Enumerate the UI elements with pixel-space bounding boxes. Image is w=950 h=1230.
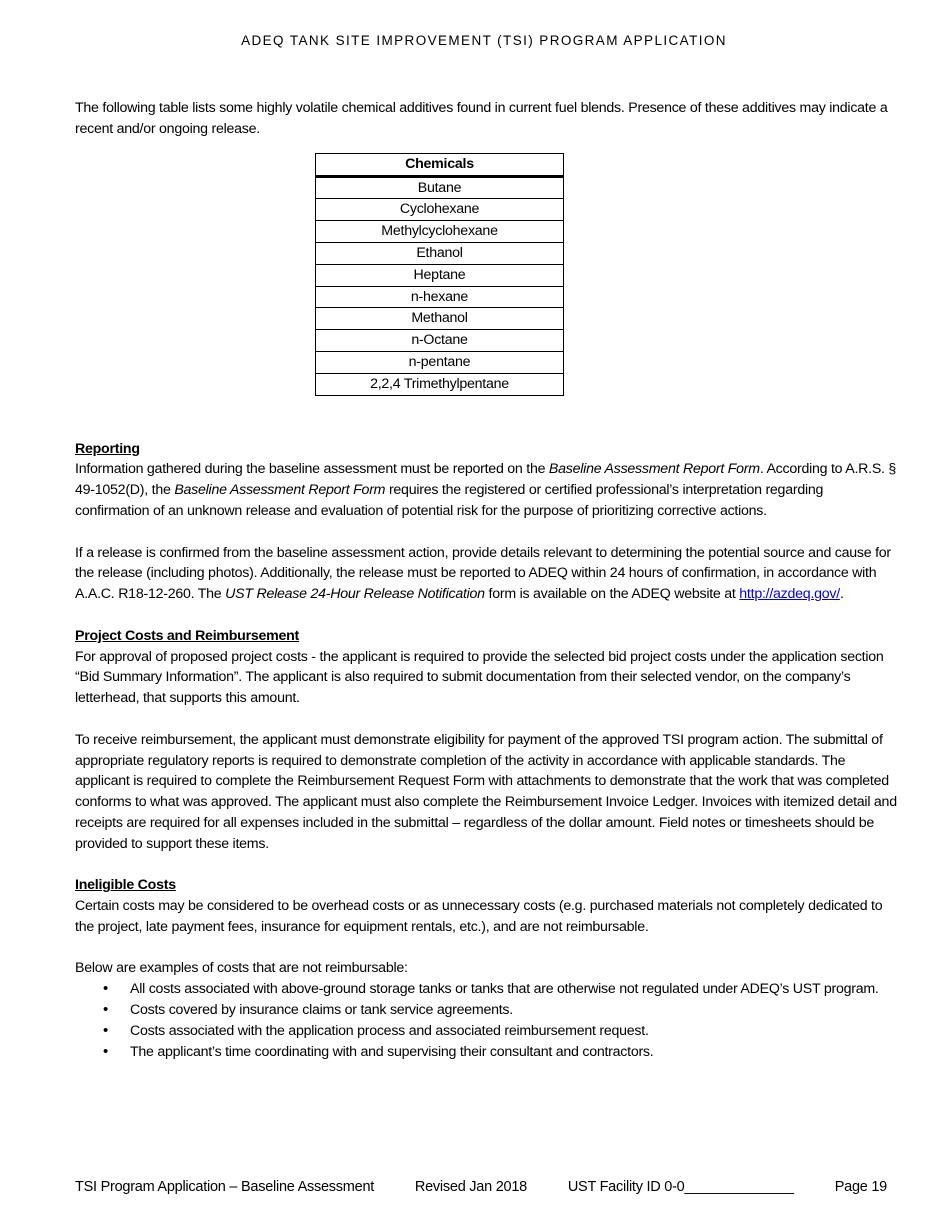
footer-page-number: Page 19 <box>834 1179 887 1195</box>
text: requires the registered or certified professional’s interpretation regarding confirmation of an unknown release and evaluation of potential risk for the purpose of prioritizing corrective actions. <box>75 482 824 519</box>
table-row <box>316 264 564 286</box>
costs-heading: Project Costs and Reimbursement <box>75 627 300 644</box>
table-cell: Methylcyclohexane <box>316 221 564 243</box>
table-row <box>316 176 564 199</box>
reporting-paragraph-2 <box>75 543 900 605</box>
list-item: • Costs associated with the application process and associated reimbursement request. <box>130 1021 900 1042</box>
adeq-website-link[interactable]: http://azdeq.gov/ <box>739 586 840 603</box>
chemicals-table <box>315 153 564 396</box>
text: . <box>839 586 844 603</box>
table-cell: n-pentane <box>316 351 564 373</box>
intro-paragraph: The following table lists some highly volatile chemical additives found in current fuel blends. Presence of these additives may indicate a recent and/or ongoing release. <box>75 100 888 137</box>
table-row <box>316 308 564 330</box>
table-cell: Butane <box>316 176 564 199</box>
form-name: Baseline Assessment Report Form <box>174 482 386 499</box>
table-cell: Ethanol <box>316 242 564 264</box>
ineligible-heading: Ineligible Costs <box>75 877 176 894</box>
table-row <box>316 351 564 373</box>
page-footer <box>75 1179 887 1195</box>
table-row <box>316 373 564 395</box>
reporting-heading: Reporting <box>75 440 140 457</box>
list-item: • Costs covered by insurance claims or tank service agreements. <box>130 1000 900 1021</box>
table-row <box>316 221 564 243</box>
reporting-paragraph-1 <box>75 459 900 521</box>
ineligible-paragraph-1: Certain costs may be considered to be overhead costs or as unnecessary costs (e.g. purchased materials not completely dedicated to the project, late payment fees, insurance for equipment rentals, etc.), and are not reimbursable. <box>75 898 883 935</box>
ineligible-paragraph-2: Below are examples of costs that are not reimbursable: <box>75 960 408 977</box>
costs-paragraph-1: For approval of proposed project costs - the applicant is required to provide the selected bid project costs under the application section “Bid Summary Information”. The applicant is also required to submit documentation from their selected vendor, on the company’s letterhead, that supports this amount. <box>75 648 884 707</box>
table-cell: Cyclohexane <box>316 199 564 221</box>
table-cell: n-hexane <box>316 286 564 308</box>
footer-doc-title: TSI Program Application – Baseline Assessment <box>75 1179 375 1195</box>
table-row <box>316 242 564 264</box>
table-cell: n-Octane <box>316 330 564 352</box>
page-header: ADEQ TANK SITE IMPROVEMENT (TSI) PROGRAM APPLICATION <box>241 33 727 48</box>
table-cell: Methanol <box>316 308 564 330</box>
text: If a release is confirmed from the baseline assessment action, provide details relevant to determining the potential source and cause for the release (including photos). Additionally, the release must be reported to ADEQ within 24 hours of confirmation, in accordance with A.A.C. R18-12-260. The <box>75 544 891 603</box>
text: form is available on the ADEQ website at <box>484 586 740 603</box>
form-name: UST Release 24-Hour Release Notification <box>225 586 485 603</box>
list-item: • All costs associated with above-ground storage tanks or tanks that are otherwise not regulated under ADEQ’s UST program. <box>130 979 900 1000</box>
table-cell: Heptane <box>316 264 564 286</box>
table-row <box>316 286 564 308</box>
table-cell: 2,2,4 Trimethylpentane <box>316 373 564 395</box>
table-row <box>316 199 564 221</box>
list-item: • The applicant’s time coordinating with and supervising their consultant and contractors. <box>130 1042 900 1063</box>
table-row <box>316 330 564 352</box>
text: . According to A.R.S. § 49-1052(D), the <box>75 461 897 499</box>
costs-paragraph-2: To receive reimbursement, the applicant must demonstrate eligibility for payment of the approved TSI program action. The submittal of appropriate regulatory reports is required to demonstrate completion of the activity in accordance with applicable standards. The applicant is required to complete the Reimbursement Request Form with attachments to demonstrate that the work that was completed conforms to what was approved. The applicant must also complete the Reimbursement Invoice Ledger. Invoices with itemized detail and receipts are required for all expenses included in the submittal – regardless of the dollar amount. Field notes or timesheets should be provided to support these items. <box>75 731 897 852</box>
document-body <box>75 98 900 1062</box>
footer-revised: Revised Jan 2018 <box>414 1179 527 1195</box>
table-header: Chemicals <box>316 153 564 176</box>
form-name: Baseline Assessment Report Form <box>548 461 760 478</box>
ineligible-list <box>75 979 900 1062</box>
footer-facility-id: UST Facility ID 0-0______________ <box>567 1179 794 1195</box>
text: Information gathered during the baseline assessment must be reported on the <box>75 461 549 478</box>
